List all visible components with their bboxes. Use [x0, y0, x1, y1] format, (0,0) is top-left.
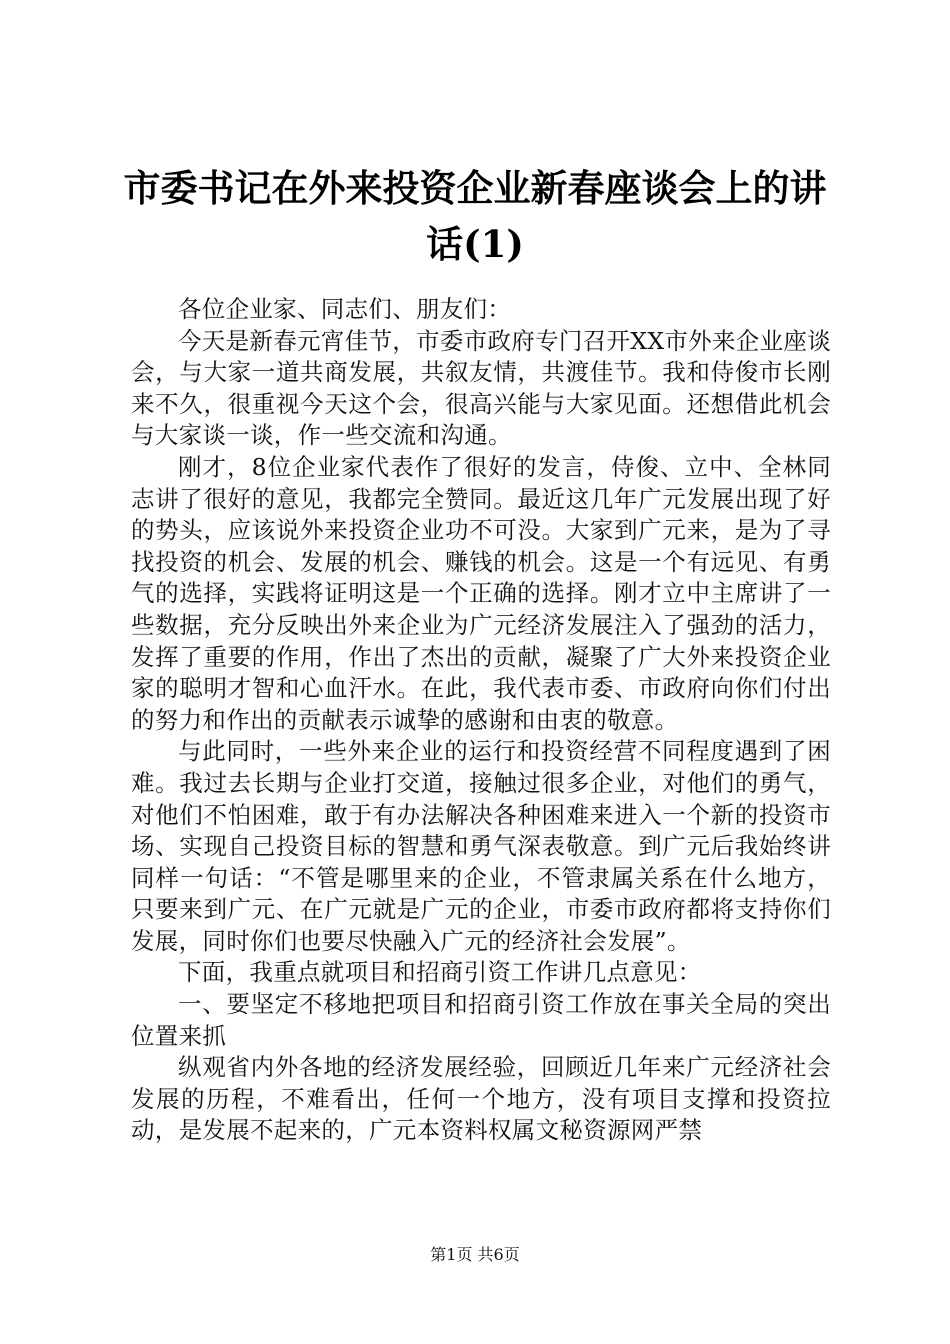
paragraph: 纵观省内外各地的经济发展经验，回顾近几年来广元经济社会发展的历程，不难看出，任何一个地方，没有项目支撑和投资拉动，是发展不起来的，广元本资料权属文秘资源网严禁 — [131, 1053, 831, 1145]
document-body — [131, 294, 831, 1147]
paragraph: 与此同时，一些外来企业的运行和投资经营不同程度遇到了困难。我过去长期与企业打交道，接触过很多企业，对他们的勇气，对他们不怕困难，敢于有办法解决各种困难来进入一个新的投资市场、实现自己投资目标的智慧和勇气深表敬意。到广元后我始终讲同样一句话：“不管是哪里来的企业，不管隶属关系在什么地方，只要来到广元、在广元就是广元的企业，市委市政府都将支持你们发展，同时你们也要尽快融入广元的经济社会发展”。 — [131, 737, 831, 955]
paragraph: 下面，我重点就项目和招商引资工作讲几点意见： — [178, 958, 702, 987]
document-title: 市委书记在外来投资企业新春座谈会上的讲话(1) — [123, 166, 827, 266]
paragraph: 刚才，8位企业家代表作了很好的发言，侍俊、立中、全林同志讲了很好的意见，我都完全赞同。最近这几年广元发展出现了好的势头，应该说外来投资企业功不可没。大家到广元来，是为了寻找投资的机会、发展的机会、赚钱的机会。这是一个有远见、有勇气的选择，实践将证明这是一个正确的选择。刚才立中主席讲了一些数据，充分反映出外来企业为广元经济发展注入了强劲的活力，发挥了重要的作用，作出了杰出的贡献，凝聚了广大外来投资企业家的聪明才智和心血汗水。在此，我代表市委、市政府向你们付出的努力和作出的贡献表示诚挚的感谢和由衷的敬意。 — [131, 452, 831, 734]
paragraph-salutation: 各位企业家、同志们、朋友们： — [178, 295, 512, 323]
section-heading: 一、要坚定不移地把项目和招商引资工作放在事关全局的突出位置来抓 — [131, 990, 831, 1050]
page-footer: 第1页 共6页 — [430, 1245, 520, 1264]
paragraph: 今天是新春元宵佳节，市委市政府专门召开XX市外来企业座谈会，与大家一道共商发展，共叙友情，共渡佳节。我和侍俊市长刚来不久，很重视今天这个会，很高兴能与大家见面。还想借此机会与大家谈一谈，作一些交流和沟通。 — [131, 326, 831, 450]
